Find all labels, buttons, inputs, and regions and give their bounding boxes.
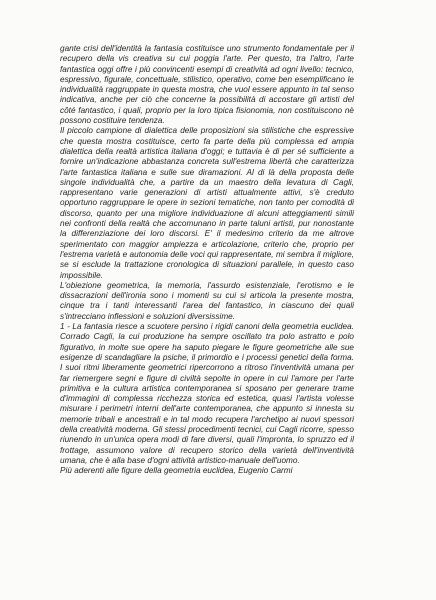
paragraph-themes: L'obiezione geometrica, la memoria, l'assurdo esistenziale, l'erotismo e le dissacrazioni dell'ironia sono i momenti su cui si articola la presente mostra, cinque tra i tanti interessanti l'area del fantastico, in ciascuno dei quali s'intrecciano inflessioni e soluzioni diversissime. [60,280,354,321]
paragraph-continuation: gante crisi dell'identità la fantasia costituisce uno strumento fondamentale per il recupero della vis creativa su cui poggia l'arte. Per questo, tra l'altro, l'arte fantastica oggi offre i più convincenti esempi di creatività ad ogni livello: tecnico, espressivo, figurale, concettuale, stilistico, operativo, come ben esemplificano le individualità raggruppate in questa mostra, che vuol essere appunto in tal senso indicativa, anche per ciò che concerne la possibilità di accostare gli artisti del côté fantastico, i quali, proprio per la loro tipica fisionomia, non costituiscono nè possono costituire tendenza. [60,44,354,126]
paragraph-geometry-cagli: 1 - La fantasia riesce a scuotere persino i rigidi canoni della geometria euclidea. Corrado Cagli, la cui produzione ha sempre oscillato tra polo astratto e polo figurativo, in molte sue opere ha saputo piegare le figure geometriche alle sue esigenze di scandagliare la psiche, il primordio e i processi genetici della forma. I suoi ritmi liberamente geometrici ripercorrono a ritroso l'inventività umana per far riemergere segni e figure di civiltà sepolte in opere in cui l'amore per l'arte primitiva e la cultura artistica contemporanea si sposano per generare trame d'immagini di complessa ricchezza storica ed estetica, quasi l'artista volesse misurare i perimetri interni dell'arte contemporanea, che appunto si innesta su memorie tribali e ancestrali e in tal modo recupera l'archetipo ai nuovi spessori della creatività moderna. Gli stessi procedimenti tecnici, cui Cagli ricorre, spesso riunendo in un'unica opera modi di fare diversi, quali l'impronta, lo spruzzo ed il frottage, assumono valore di recupero storico della varietà dell'inventività umana, che è alla base d'ogni attività artistico-manuale dell'uomo. [60,322,354,465]
paragraph-carmi: Più aderenti alle figure della geometria euclidea, Eugenio Carmi [60,466,293,476]
paragraph-dialectic: Il piccolo campione di dialettica delle proposizioni sia stilistiche che espressive che questa mostra costituisce, certo fa parte della più complessa ed ampia dialettica della realtà artistica italiana d'oggi; e tuttavia è di per sé sufficiente a fornire un'indicazione abbastanza concreta sull'estrema libertà che caratterizza l'arte fantastica italiana e sulle sue diramazioni. Al di là della proposta delle singole individualità che, a partire da un maestro della levatura di Cagli, rappresentano varie generazioni di artisti attualmente attivi, s'è creduto opportuno raggruppare le opere in sezioni tematiche, non tanto per comodità di discorso, quanto per una migliore individuazione di alcuni atteggiamenti simili nei confronti della realtà che accomunano in parte taluni artisti, pur nonostante la differenziazione dei loro discorsi. E' il medesimo criterio da me altrove sperimentato con maggior ampiezza e articolazione, criterio che, proprio per l'estrema varietà e autonomia delle voci qui rappresentate, mi sembra il migliore, se si esclude la trattazione cronologica di situazioni parallele, in questo caso impossibile. [60,126,354,280]
